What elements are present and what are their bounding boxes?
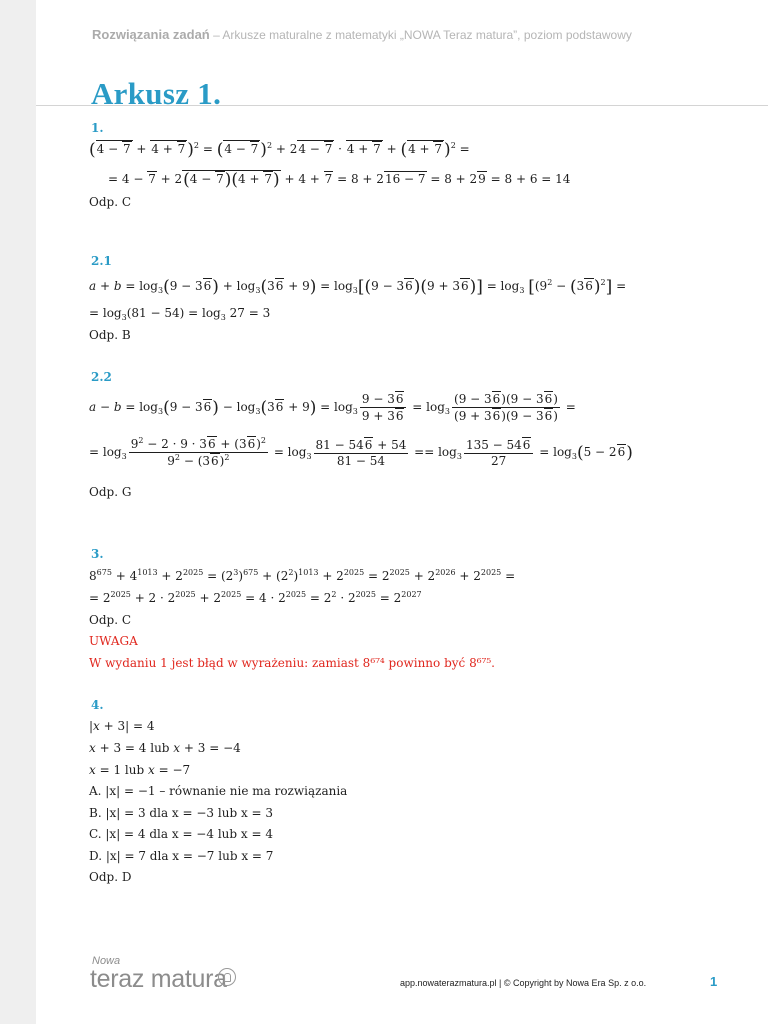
page-title: Arkusz 1. — [91, 76, 222, 111]
header-title: Rozwiązania zadań — [92, 27, 210, 42]
task-3-eq-line-1: $8^{675} + 4^{1013} + 2^{2025} = (2^3)^{675} + (2^2)^{1013} + 2^{2025} = 2^{2025} + 2^{2026} + 2^{2025}$ = — [89, 568, 516, 583]
task-4-eq-line-2: x + 3 = 4 lub x + 3 = −4 — [89, 741, 241, 755]
logo-small-text: Nowa — [92, 955, 121, 967]
page-header — [92, 27, 632, 42]
task-2-2-label: 2.2 — [91, 370, 112, 384]
task-3-label: 3. — [91, 547, 104, 561]
left-margin-strip — [0, 0, 36, 1024]
task-4-eq-line-1: |x + 3| = 4 — [89, 719, 155, 733]
task-1-answer: Odp. C — [89, 195, 132, 209]
header-subtitle: – Arkusze maturalne z matematyki „NOWA Teraz matura”, poziom podstawowy — [209, 28, 632, 42]
task-4-option-a: A. |x| = −1 – równanie nie ma rozwiązania — [89, 784, 348, 798]
task-4-option-b: B. |x| = 3 dla x = −3 lub x = 3 — [89, 806, 274, 820]
task-1-label: 1. — [91, 121, 104, 135]
task-2-2-answer: Odp. G — [89, 485, 132, 499]
task-4-label: 4. — [91, 698, 104, 712]
task-2-1-eq-line-2: = $\log_3(81 - 54) = \log_3 27 = 3$ — [89, 306, 271, 322]
task-4-eq-line-3: x = 1 lub x = −7 — [89, 763, 191, 777]
task-1-eq-line-2: = 4 − 7 + 2(4 − 7)(4 + 7) + 4 + 7 = 8 + 216 − 7 = 8 + 29 = 8 + 6 = 14 — [108, 170, 571, 190]
task-2-2-eq-line-1: $a - b = \log_3(9 - 36) - \log_3(36 + 9) = \log_3$ $\frac{9 - 36}{9 + 36}$ = $\log_3$ $\frac{(9 - 36)(9 - 36)}{(9 + 36)(9 - 36)}$ = — [89, 392, 576, 423]
task-3-warning-text: W wydaniu 1 jest błąd w wyrażeniu: zamiast 8⁶⁷⁴ powinno być 8⁶⁷⁵. — [89, 656, 495, 670]
task-3-warning-title: UWAGA — [89, 634, 138, 648]
logo-big-text: teraz matura — [90, 965, 227, 993]
task-2-1-answer: Odp. B — [89, 328, 131, 342]
task-4-answer: Odp. D — [89, 870, 132, 884]
task-4-option-c: C. |x| = 4 dla x = −4 lub x = 4 — [89, 827, 273, 841]
task-3-answer: Odp. C — [89, 613, 132, 627]
task-2-1-label: 2.1 — [91, 254, 112, 268]
task-4-option-d: D. |x| = 7 dla x = −7 lub x = 7 — [89, 849, 274, 863]
lightbulb-icon — [218, 968, 236, 986]
task-1-eq-line-1: (4 − 7 + 4 + 7 )$^2$ = (4 − 7 )$^2$ + 24 − 7 · 4 + 7 + (4 + 7 )$^2$ = — [89, 140, 470, 160]
task-3-eq-line-2: = $2^{2025} + 2 \cdot 2^{2025} + 2^{2025} = 4 \cdot 2^{2025} = 2^2 \cdot 2^{2025} = 2^{2027}$ — [89, 590, 422, 605]
footer-copyright: app.nowaterazmatura.pl | © Copyright by Nowa Era Sp. z o.o. — [400, 978, 647, 988]
task-2-1-eq-line-1: $a + b = \log_3(9 - 36) + \log_3(36 + 9) = \log_3[(9 - 36)(9 + 36)] = \log_3 [(9^2 - (36)^2]$ = — [89, 277, 627, 297]
page-number: 1 — [710, 974, 718, 989]
task-2-2-eq-line-2: = $\log_3$ $\frac{9^2 - 2 \cdot 9 \cdot 36 + (36)^2}{9^2 - (36)^2}$ = $\log_3$ $\frac{81 - 546 + 54}{81 - 54}$ == $\log_3$ $\frac{135 - 546}{27}$ = $\log_3(5 - 26)$ — [89, 436, 633, 468]
